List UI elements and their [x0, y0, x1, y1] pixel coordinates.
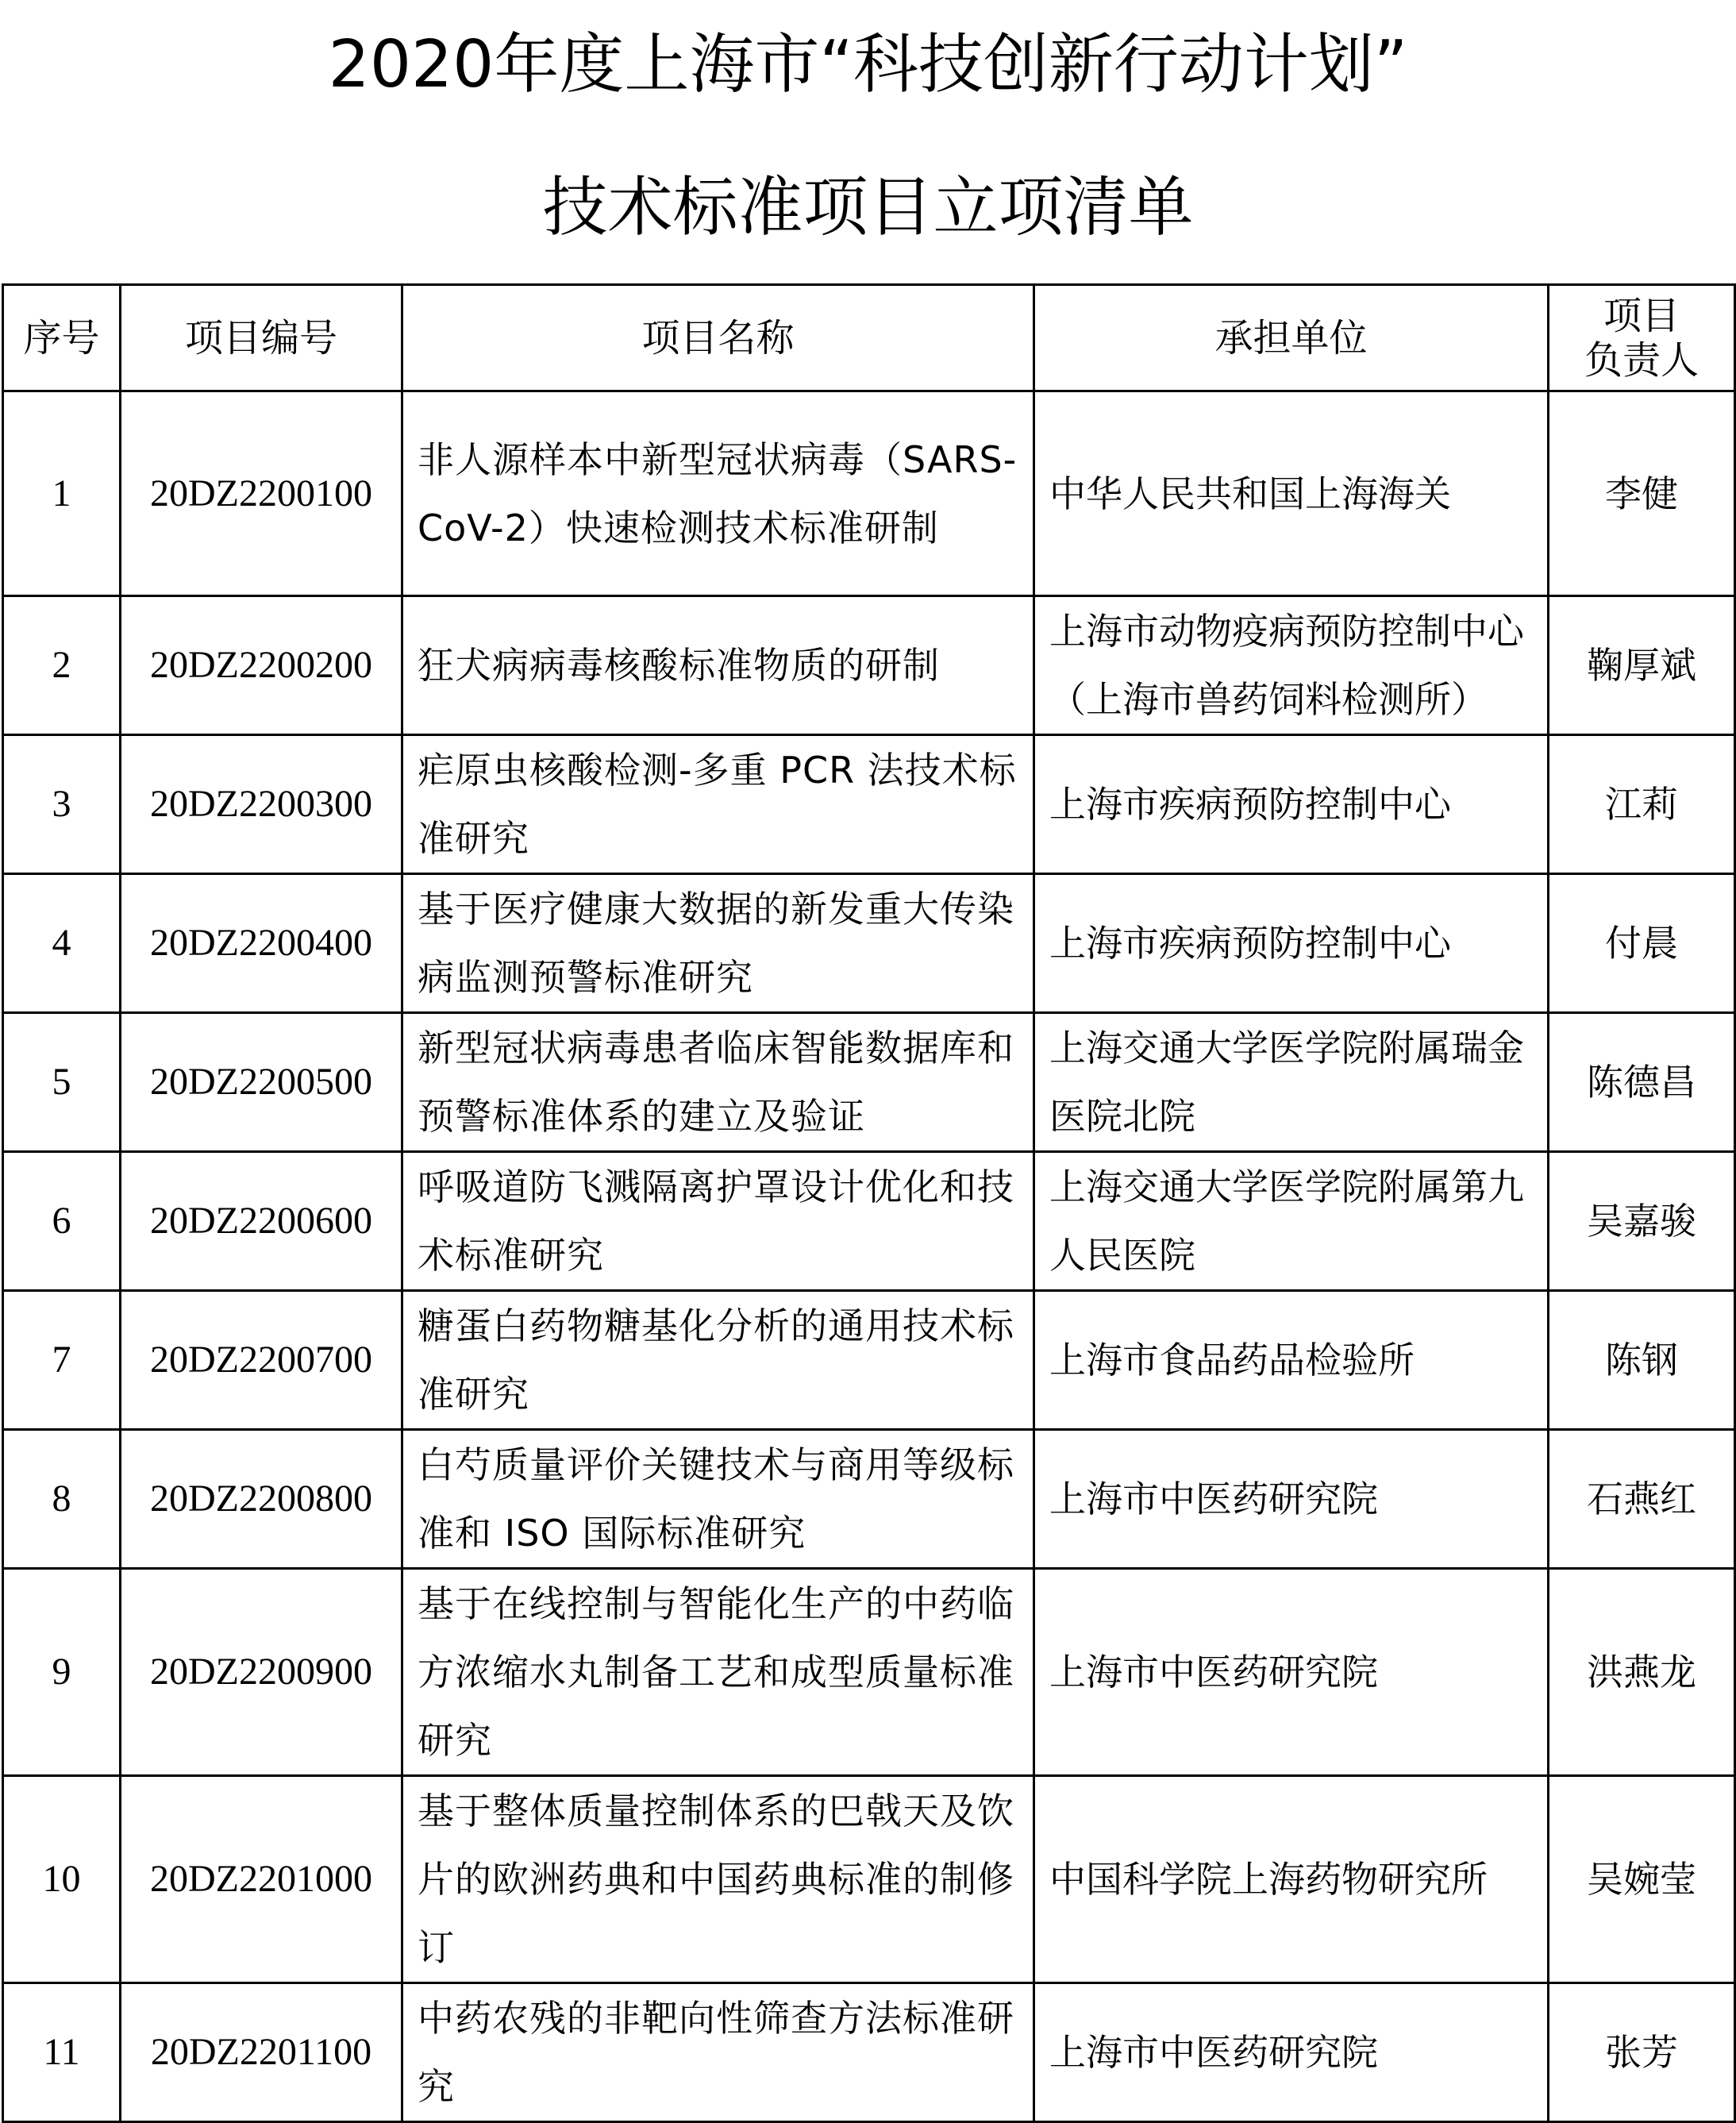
cell-seq: 7: [3, 1291, 121, 1430]
table-row: [3, 1430, 1735, 1569]
cell-person: 陈钢: [1549, 1291, 1735, 1430]
cell-unit: 上海市中医药研究院: [1034, 1430, 1549, 1569]
document-title-line-1: 2020年度上海市“科技创新行动计划”: [328, 27, 1408, 102]
cell-project-code: 20DZ2200800: [121, 1430, 402, 1569]
cell-project-name: 基于在线控制与智能化生产的中药临方浓缩水丸制备工艺和成型质量标准研究: [402, 1569, 1034, 1776]
cell-project-name: 中药农残的非靶向性筛查方法标准研究: [402, 1983, 1034, 2122]
cell-seq: 1: [3, 391, 121, 596]
cell-unit: 上海市疾病预防控制中心: [1034, 874, 1549, 1013]
cell-project-name: 白芍质量评价关键技术与商用等级标准和 ISO 国际标准研究: [402, 1430, 1034, 1569]
cell-unit: 上海市中医药研究院: [1034, 1569, 1549, 1776]
project-table: [2, 283, 1736, 2123]
header-seq: 序号: [3, 285, 121, 391]
cell-project-name: 狂犬病病毒核酸标准物质的研制: [402, 596, 1034, 735]
cell-person: 付晨: [1549, 874, 1735, 1013]
table-row: [3, 596, 1735, 735]
cell-person: 李健: [1549, 391, 1735, 596]
cell-project-code: 20DZ2200500: [121, 1013, 402, 1152]
cell-seq: 8: [3, 1430, 121, 1569]
cell-project-code: 20DZ2200600: [121, 1152, 402, 1291]
table-row: [3, 1152, 1735, 1291]
cell-unit: 上海市食品药品检验所: [1034, 1291, 1549, 1430]
cell-unit: 上海交通大学医学院附属第九人民医院: [1034, 1152, 1549, 1291]
cell-person: 张芳: [1549, 1983, 1735, 2122]
cell-seq: 4: [3, 874, 121, 1013]
table-row: [3, 874, 1735, 1013]
cell-seq: 9: [3, 1569, 121, 1776]
header-person: [1549, 285, 1735, 391]
cell-project-code: 20DZ2200700: [121, 1291, 402, 1430]
cell-person: 石燕红: [1549, 1430, 1735, 1569]
cell-seq: 11: [3, 1983, 121, 2122]
cell-project-name: 疟原虫核酸检测-多重 PCR 法技术标准研究: [402, 735, 1034, 874]
cell-project-code: 20DZ2200300: [121, 735, 402, 874]
header-person-line-2: 负责人: [1584, 337, 1699, 383]
cell-project-name: 基于医疗健康大数据的新发重大传染病监测预警标准研究: [402, 874, 1034, 1013]
cell-person: 吴嘉骏: [1549, 1152, 1735, 1291]
cell-person: 鞠厚斌: [1549, 596, 1735, 735]
table-row: [3, 1776, 1735, 1983]
table-row: [3, 391, 1735, 596]
cell-person: 陈德昌: [1549, 1013, 1735, 1152]
cell-unit: 中国科学院上海药物研究所: [1034, 1776, 1549, 1983]
table-header-row: [3, 285, 1735, 391]
cell-project-code: 20DZ2201000: [121, 1776, 402, 1983]
table-row: [3, 1291, 1735, 1430]
table-row: [3, 1569, 1735, 1776]
cell-seq: 5: [3, 1013, 121, 1152]
cell-project-code: 20DZ2200900: [121, 1569, 402, 1776]
cell-seq: 3: [3, 735, 121, 874]
cell-unit: 上海交通大学医学院附属瑞金医院北院: [1034, 1013, 1549, 1152]
cell-project-code: 20DZ2201100: [121, 1983, 402, 2122]
cell-project-code: 20DZ2200200: [121, 596, 402, 735]
cell-project-name: 糖蛋白药物糖基化分析的通用技术标准研究: [402, 1291, 1034, 1430]
cell-project-name: 呼吸道防飞溅隔离护罩设计优化和技术标准研究: [402, 1152, 1034, 1291]
cell-project-name: 非人源样本中新型冠状病毒（SARS-CoV-2）快速检测技术标准研制: [402, 391, 1034, 596]
document-title-line-2: 技术标准项目立项清单: [542, 170, 1194, 245]
header-name: 项目名称: [402, 285, 1034, 391]
cell-person: 江莉: [1549, 735, 1735, 874]
cell-unit: 上海市动物疫病预防控制中心（上海市兽药饲料检测所）: [1034, 596, 1549, 735]
table-row: [3, 1983, 1735, 2122]
cell-person: 吴婉莹: [1549, 1776, 1735, 1983]
header-person-line-1: 项目: [1603, 293, 1680, 338]
cell-seq: 6: [3, 1152, 121, 1291]
cell-person: 洪燕龙: [1549, 1569, 1735, 1776]
cell-unit: 上海市中医药研究院: [1034, 1983, 1549, 2122]
cell-unit: 中华人民共和国上海海关: [1034, 391, 1549, 596]
table-row: [3, 735, 1735, 874]
header-unit: 承担单位: [1034, 285, 1549, 391]
table-row: [3, 1013, 1735, 1152]
cell-project-name: 新型冠状病毒患者临床智能数据库和预警标准体系的建立及验证: [402, 1013, 1034, 1152]
cell-seq: 2: [3, 596, 121, 735]
cell-seq: 10: [3, 1776, 121, 1983]
header-code: 项目编号: [121, 285, 402, 391]
cell-unit: 上海市疾病预防控制中心: [1034, 735, 1549, 874]
cell-project-code: 20DZ2200400: [121, 874, 402, 1013]
cell-project-code: 20DZ2200100: [121, 391, 402, 596]
cell-project-name: 基于整体质量控制体系的巴戟天及饮片的欧洲药典和中国药典标准的制修订: [402, 1776, 1034, 1983]
